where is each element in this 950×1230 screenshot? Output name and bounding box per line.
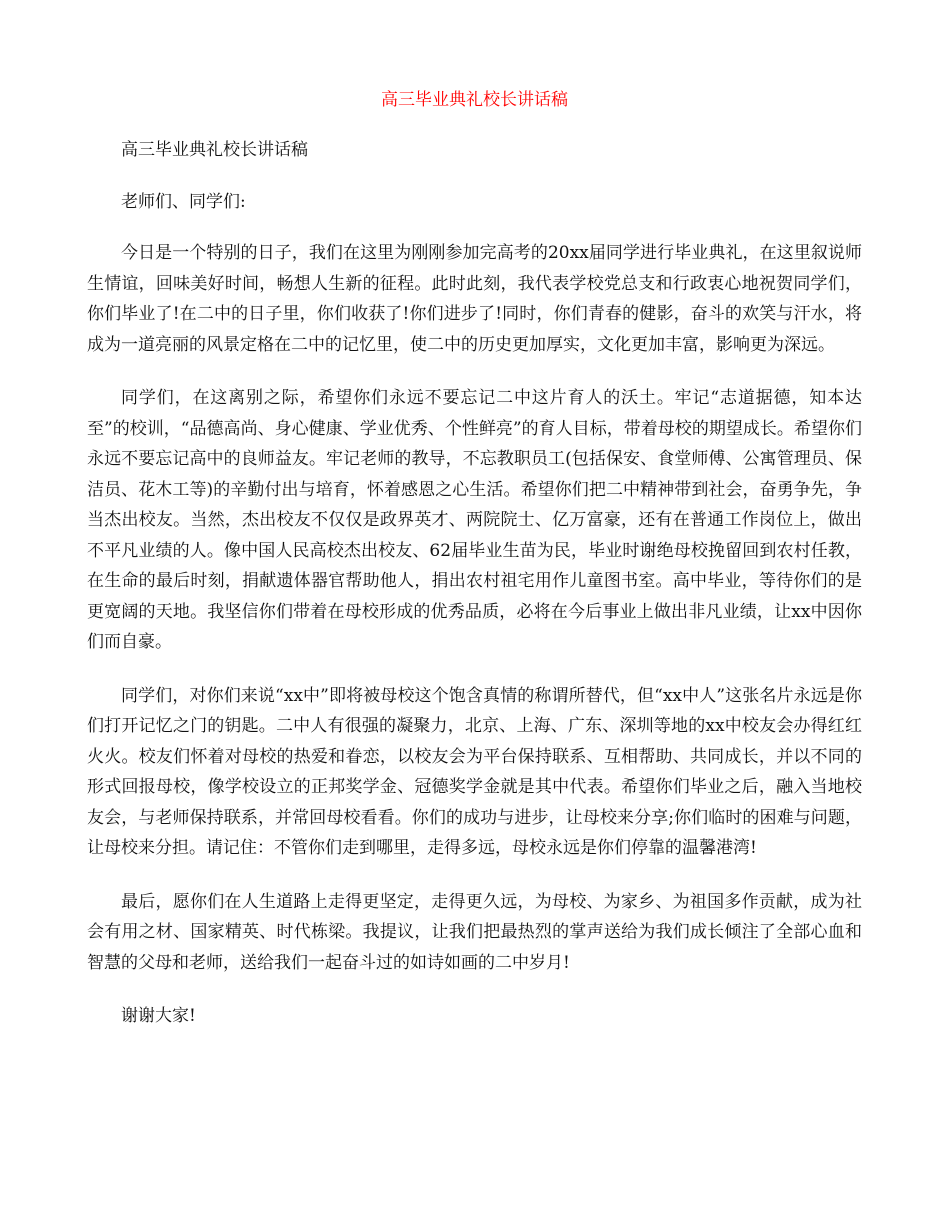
speech-paragraph: 最后，愿你们在人生道路上走得更坚定，走得更久远，为母校、为家乡、为祖国多作贡献，成为社会有用之材、国家精英、时代栋梁。我提议，让我们把最热烈的掌声送给为我们成长倾注了全部心血和智慧的父母和老师，送给我们一起奋斗过的如诗如画的二中岁月! — [87, 891, 862, 973]
speech-paragraph: 同学们，在这离别之际，希望你们永远不要忘记二中这片育人的沃土。牢记“志道据德，知本达至”的校训，“品德高尚、身心健康、学业优秀、个性鲜亮”的育人目标，带着母校的期望成长。希望你们永远不要忘记高中的良师益友。牢记老师的教导，不忘教职员工(包括保安、食堂师傅、公寓管理员、保洁员、花木工等)的辛勤付出与培育，怀着感恩之心生活。希望你们把二中精神带到社会，奋勇争先，争当杰出校友。当然，杰出校友不仅仅是政界英才、两院院士、亿万富豪，还有在普通工作岗位上，做出不平凡业绩的人。像中国人民高校杰出校友、62届毕业生苗为民，毕业时谢绝母校挽留回到农村任教，在生命的最后时刻，捐献遗体器官帮助他人，捐出农村祖宅用作儿童图书室。高中毕业，等待你们的是更宽阔的天地。我坚信你们带着在母校形成的优秀品质，必将在今后事业上做出非凡业绩，让xx中因你们而自豪。 — [87, 388, 862, 652]
document-title: 高三毕业典礼校长讲话稿 — [381, 90, 568, 110]
speech-heading: 高三毕业典礼校长讲话稿 — [121, 140, 308, 160]
closing-line: 谢谢大家! — [121, 1006, 196, 1026]
speech-paragraph: 同学们，对你们来说“xx中”即将被母校这个饱含真情的称谓所替代，但“xx中人”这张名片永远是你们打开记忆之门的钥匙。二中人有很强的凝聚力，北京、上海、广东、深圳等地的xx中校友会办得红红火火。校友们怀着对母校的热爱和眷恋，以校友会为平台保持联系、互相帮助、共同成长，并以不同的形式回报母校，像学校设立的正邦奖学金、冠德奖学金就是其中代表。希望你们毕业之后，融入当地校友会，与老师保持联系，并常回母校看看。你们的成功与进步，让母校来分享;你们临时的困难与问题，让母校来分担。请记住：不管你们走到哪里，走得多远，母校永远是你们停靠的温馨港湾! — [87, 685, 862, 858]
document-page — [87, 88, 862, 1053]
speech-paragraph: 今日是一个特别的日子，我们在这里为刚刚参加完高考的20xx届同学进行毕业典礼，在这里叙说师生情谊，回味美好时间，畅想人生新的征程。此时此刻，我代表学校党总支和行政衷心地祝贺同学们，你们毕业了!在二中的日子里，你们收获了!你们进步了!同时，你们青春的健影，奋斗的欢笑与汗水，将成为一道亮丽的风景定格在二中的记忆里，使二中的历史更加厚实，文化更加丰富，影响更为深远。 — [87, 243, 862, 355]
salutation: 老师们、同学们: — [121, 191, 246, 212]
